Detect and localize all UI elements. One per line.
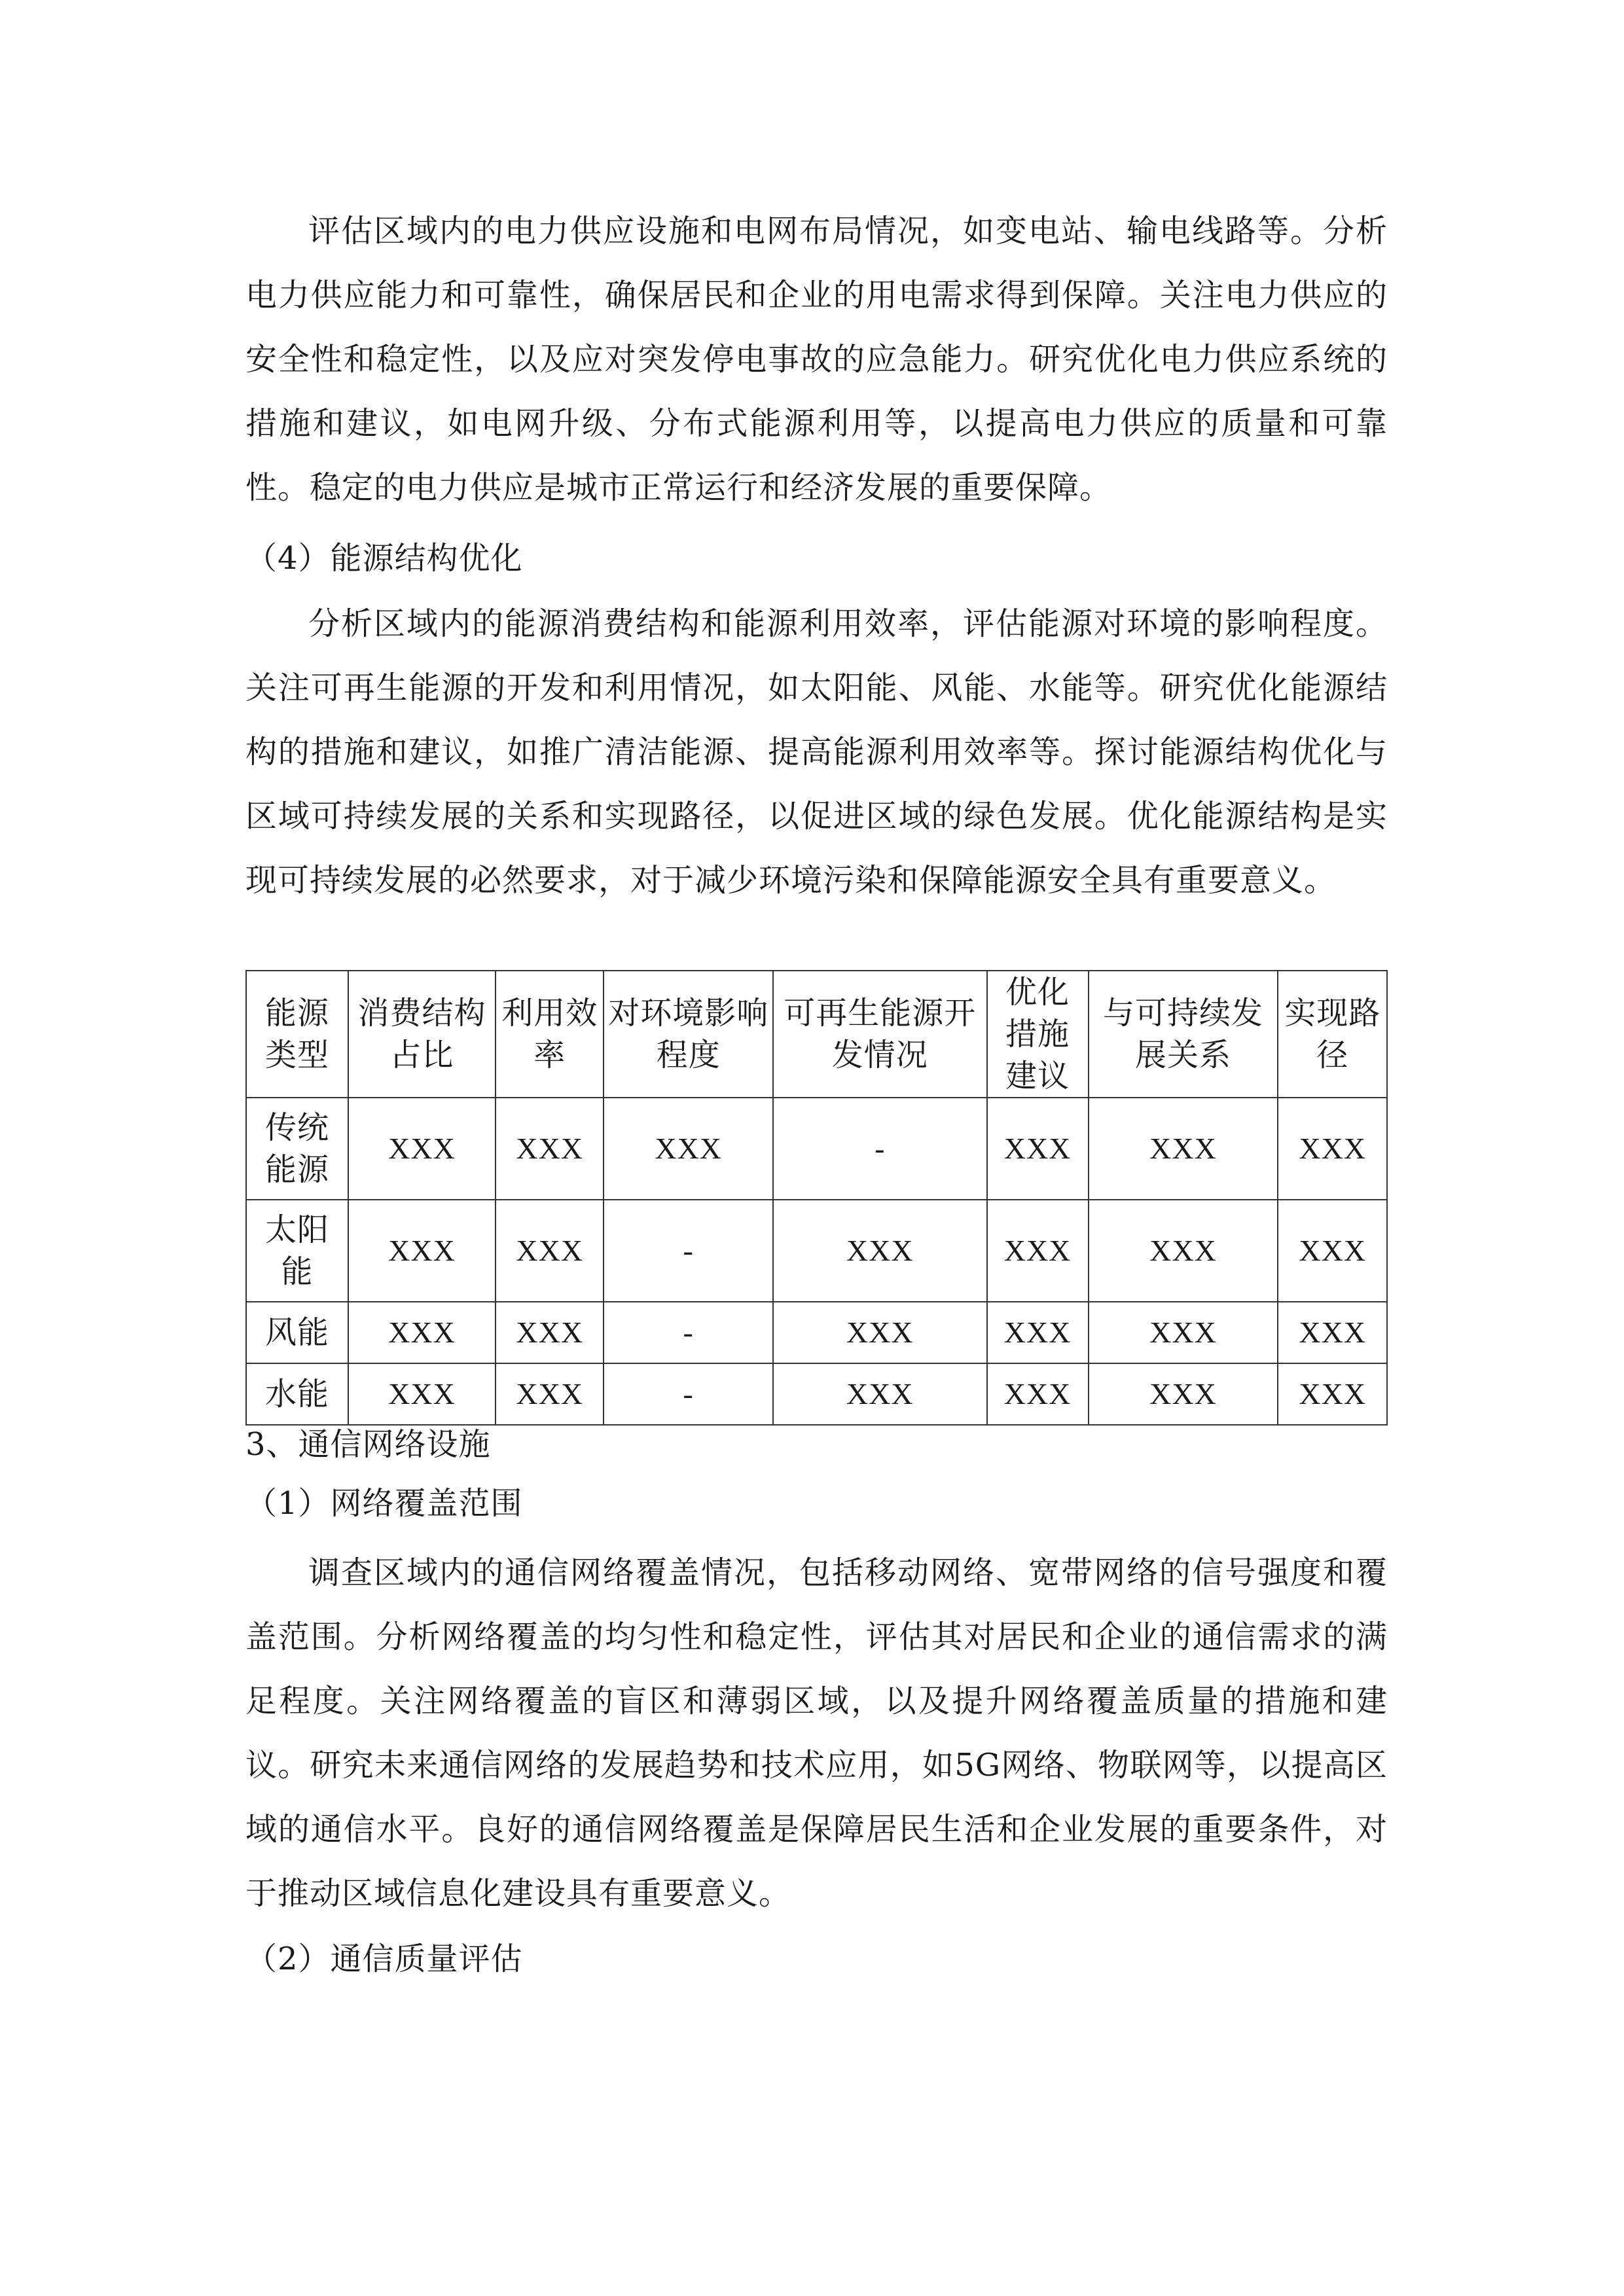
table-cell: XXX (348, 1363, 496, 1425)
table-cell: XXX (773, 1200, 987, 1302)
table-cell: XXX (1278, 1363, 1387, 1425)
table-cell: XXX (987, 1302, 1089, 1363)
table-cell: XXX (1278, 1098, 1387, 1200)
table-row (246, 1098, 1387, 1200)
subsection-quality (245, 1936, 1388, 1982)
section-3-heading: 3、通信网络设施 (245, 1426, 491, 1463)
table-cell: XXX (348, 1302, 496, 1363)
intro-section (245, 199, 1388, 520)
table-cell: XXX (773, 1363, 987, 1425)
table-row (246, 1302, 1387, 1363)
subsection-1-paragraph: 调查区域内的通信网络覆盖情况，包括移动网络、宽带网络的信号强度和覆盖范围。分析网络覆盖的均匀性和稳定性，评估其对居民和企业的通信需求的满足程度。关注网络覆盖的盲区和薄弱区域，以及提升网络覆盖质量的措施和建议。研究未来通信网络的发展趋势和技术应用，如5G网络、物联网等，以提高区域的通信水平。良好的通信网络覆盖是保障居民生活和企业发展的重要条件，对于推动区域信息化建设具有重要意义。 (245, 1554, 1388, 1912)
table-cell: XXX (496, 1363, 604, 1425)
table-cell: XXX (1089, 1302, 1278, 1363)
energy-type-cell: 传统能源 (246, 1098, 348, 1200)
table-cell: XXX (1089, 1363, 1278, 1425)
table-header-cell: 实现路径 (1278, 971, 1387, 1098)
table-cell: XXX (604, 1098, 773, 1200)
section-communication (245, 1422, 1388, 1467)
table-header-row (246, 971, 1387, 1098)
table-header-cell: 能源类型 (246, 971, 348, 1098)
table-header-cell: 可再生能源开发情况 (773, 971, 987, 1098)
subsection-2-heading: （2）通信质量评估 (245, 1941, 523, 1977)
intro-paragraph: 评估区域内的电力供应设施和电网布局情况，如变电站、输电线路等。分析电力供应能力和可靠性，确保居民和企业的用电需求得到保障。关注电力供应的安全性和稳定性，以及应对突发停电事故的应急能力。研究优化电力供应系统的措施和建议，如电网升级、分布式能源利用等，以提高电力供应的质量和可靠性。稳定的电力供应是城市正常运行和经济发展的重要保障。 (245, 213, 1388, 506)
table-header-cell: 利用效率 (496, 971, 604, 1098)
energy-type-cell: 太阳能 (246, 1200, 348, 1302)
energy-table (245, 970, 1388, 1426)
table-cell: XXX (1278, 1302, 1387, 1363)
coverage-paragraph-block (245, 1541, 1388, 1926)
section-4-heading: （4）能源结构优化 (245, 540, 523, 577)
table-cell: XXX (987, 1200, 1089, 1302)
table-row (246, 1363, 1387, 1425)
table-cell: XXX (348, 1098, 496, 1200)
table-cell: - (604, 1302, 773, 1363)
table-cell: XXX (496, 1098, 604, 1200)
table-cell: XXX (1089, 1098, 1278, 1200)
table-cell: XXX (773, 1302, 987, 1363)
table-cell: XXX (987, 1098, 1089, 1200)
table-row (246, 1200, 1387, 1302)
table-cell: XXX (1089, 1200, 1278, 1302)
table-cell: - (604, 1200, 773, 1302)
section-energy-structure (245, 535, 1388, 581)
table-cell: XXX (1278, 1200, 1387, 1302)
table-header-cell: 与可持续发展关系 (1089, 971, 1278, 1098)
table-cell: XXX (987, 1363, 1089, 1425)
section-4-paragraph: 分析区域内的能源消费结构和能源利用效率，评估能源对环境的影响程度。关注可再生能源的开发和利用情况，如太阳能、风能、水能等。研究优化能源结构的措施和建议，如推广清洁能源、提高能源利用效率等。探讨能源结构优化与区域可持续发展的关系和实现路径，以促进区域的绿色发展。优化能源结构是实现可持续发展的必然要求，对于减少环境污染和保障能源安全具有重要意义。 (245, 605, 1388, 899)
table-header-cell: 优化措施建议 (987, 971, 1089, 1098)
table-header-cell: 消费结构占比 (348, 971, 496, 1098)
subsection-1-heading: （1）网络覆盖范围 (245, 1485, 523, 1522)
table-cell: XXX (496, 1302, 604, 1363)
table-cell: - (773, 1098, 987, 1200)
table-cell: XXX (348, 1200, 496, 1302)
table-header-cell: 对环境影响程度 (604, 971, 773, 1098)
energy-type-cell: 水能 (246, 1363, 348, 1425)
subsection-coverage (245, 1480, 1388, 1526)
table-cell: - (604, 1363, 773, 1425)
energy-paragraph-block (245, 592, 1388, 912)
energy-type-cell: 风能 (246, 1302, 348, 1363)
table-cell: XXX (496, 1200, 604, 1302)
